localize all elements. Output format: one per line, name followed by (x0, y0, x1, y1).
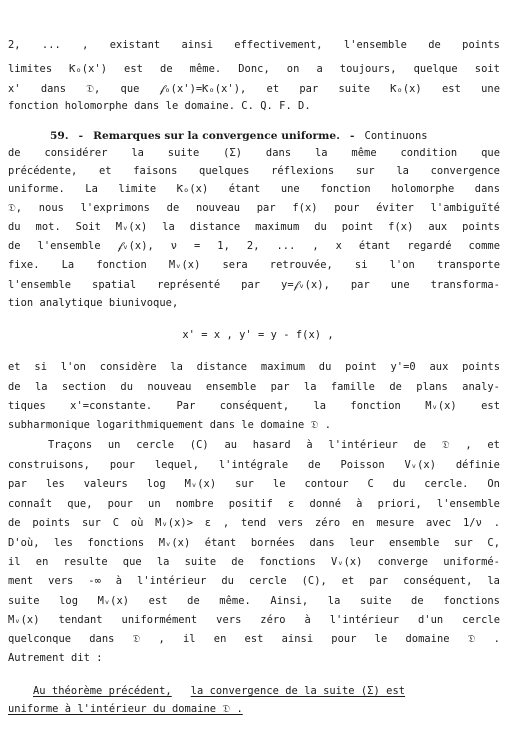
circle-line-6: D'où, les fonctions Mᵥ(x) étant bornées dans leur ensemble sur C, (8, 537, 500, 549)
circle-line-2: construisons, pour lequel, l'intégrale de Poisson Vᵥ(x) définie (8, 459, 500, 471)
section-heading-line: 59. - Remarques sur la convergence uniforme. - Continuons (50, 130, 428, 142)
equation: x' = x , y' = y - f(x) , (182, 329, 334, 341)
circle-line-11: quelconque dans 𝔇 , il en est ainsi pour le domaine 𝔇 . (8, 633, 500, 645)
after-eq-line-1: et si l'on considère la distance maximum du point y'=0 aux points (8, 361, 500, 373)
section-first-word: Continuons (364, 130, 428, 142)
circle-line-5: de points sur C où Mᵥ(x)> ε , tend vers zéro en mesure avec 1/ν . (8, 517, 500, 529)
circle-line-12: Autrement dit : (8, 652, 103, 664)
p59-line-7: fixe. La fonction Mᵥ(x) sera retrouvée, si l'on transporte (8, 259, 500, 271)
intro-line-1: 2, ... , existant ainsi effectivement, l'ensemble de points (8, 39, 500, 51)
after-eq-line-2: de la section du nouveau ensemble par la famille de plans analy- (8, 381, 500, 393)
p59-line-5: du mot. Soit Mᵥ(x) la distance maximum du point f(x) aux points (8, 221, 500, 233)
p59-line-6: de l'ensemble 𝒻ᵥ(x), ν = 1, 2, ... , x étant regardé comme (8, 240, 500, 252)
theorem-line-1 (33, 684, 500, 698)
p59-line-9: tion analytique biunivoque, (8, 297, 179, 309)
section-title: Remarques sur la convergence uniforme. (93, 130, 340, 142)
p59-line-3: uniforme. La limite Ƙₒ(x) étant une fonction holomorphe dans (8, 183, 500, 195)
intro-line-4: fonction holomorphe dans le domaine. C. Q. F. D. (8, 100, 311, 112)
circle-line-3: par les valeurs log Mᵥ(x) sur le contour C du cercle. On (8, 478, 500, 490)
theorem-line-2 (8, 702, 500, 716)
p59-line-4: 𝔇, nous l'exprimons de nouveau par f(x) pour éviter l'ambiguïté (8, 202, 500, 214)
after-eq-line-4: subharmonique logarithmiquement dans le domaine 𝔇 . (8, 419, 332, 431)
circle-line-1: Traçons un cercle (C) au hasard à l'intérieur de 𝔇 , et (48, 439, 500, 451)
after-eq-line-3: tiques x'=constante. Par conséquent, la fonction Mᵥ(x) est (8, 400, 500, 412)
theorem-line-2-text: uniforme à l'intérieur du domaine 𝔇 . (8, 703, 243, 715)
intro-line-2: limites Ƙₒ(x') est de même. Donc, on a toujours, quelque soit (8, 63, 500, 75)
circle-line-10: Mᵥ(x) tendant uniformément vers zéro à l'intérieur d'un cercle (8, 614, 500, 626)
section-number: 59. (50, 130, 69, 142)
p59-line-8: l'ensemble spatial représenté par y=𝒻ᵥ(x), par une transforma- (8, 279, 500, 291)
p59-line-2: précédente, et faisons quelques réflexions sur la convergence (8, 165, 500, 177)
p59-line-1: de considérer la suite (Σ) dans la même condition que (8, 147, 500, 159)
circle-line-9: suite log Mᵥ(x) est de même. Ainsi, la suite de fonctions (8, 595, 500, 607)
theorem-part-b: la convergence de la suite (Σ) est (190, 685, 406, 697)
circle-line-7: il en resulte que la suite de fonctions Vᵥ(x) converge uniformé- (8, 556, 500, 568)
circle-line-8: ment vers -∞ à l'intérieur du cercle (C), et par conséquent, la (8, 575, 500, 587)
circle-line-4: connaît que, pour un nombre positif ε donné à priori, l'ensemble (8, 498, 500, 510)
theorem-part-a: Au théorème précédent, (33, 685, 172, 697)
intro-line-3: x' dans 𝔇, que 𝒻ₒ(x')=Ƙₒ(x'), et par suite Ƙₒ(x) est une (8, 83, 500, 95)
